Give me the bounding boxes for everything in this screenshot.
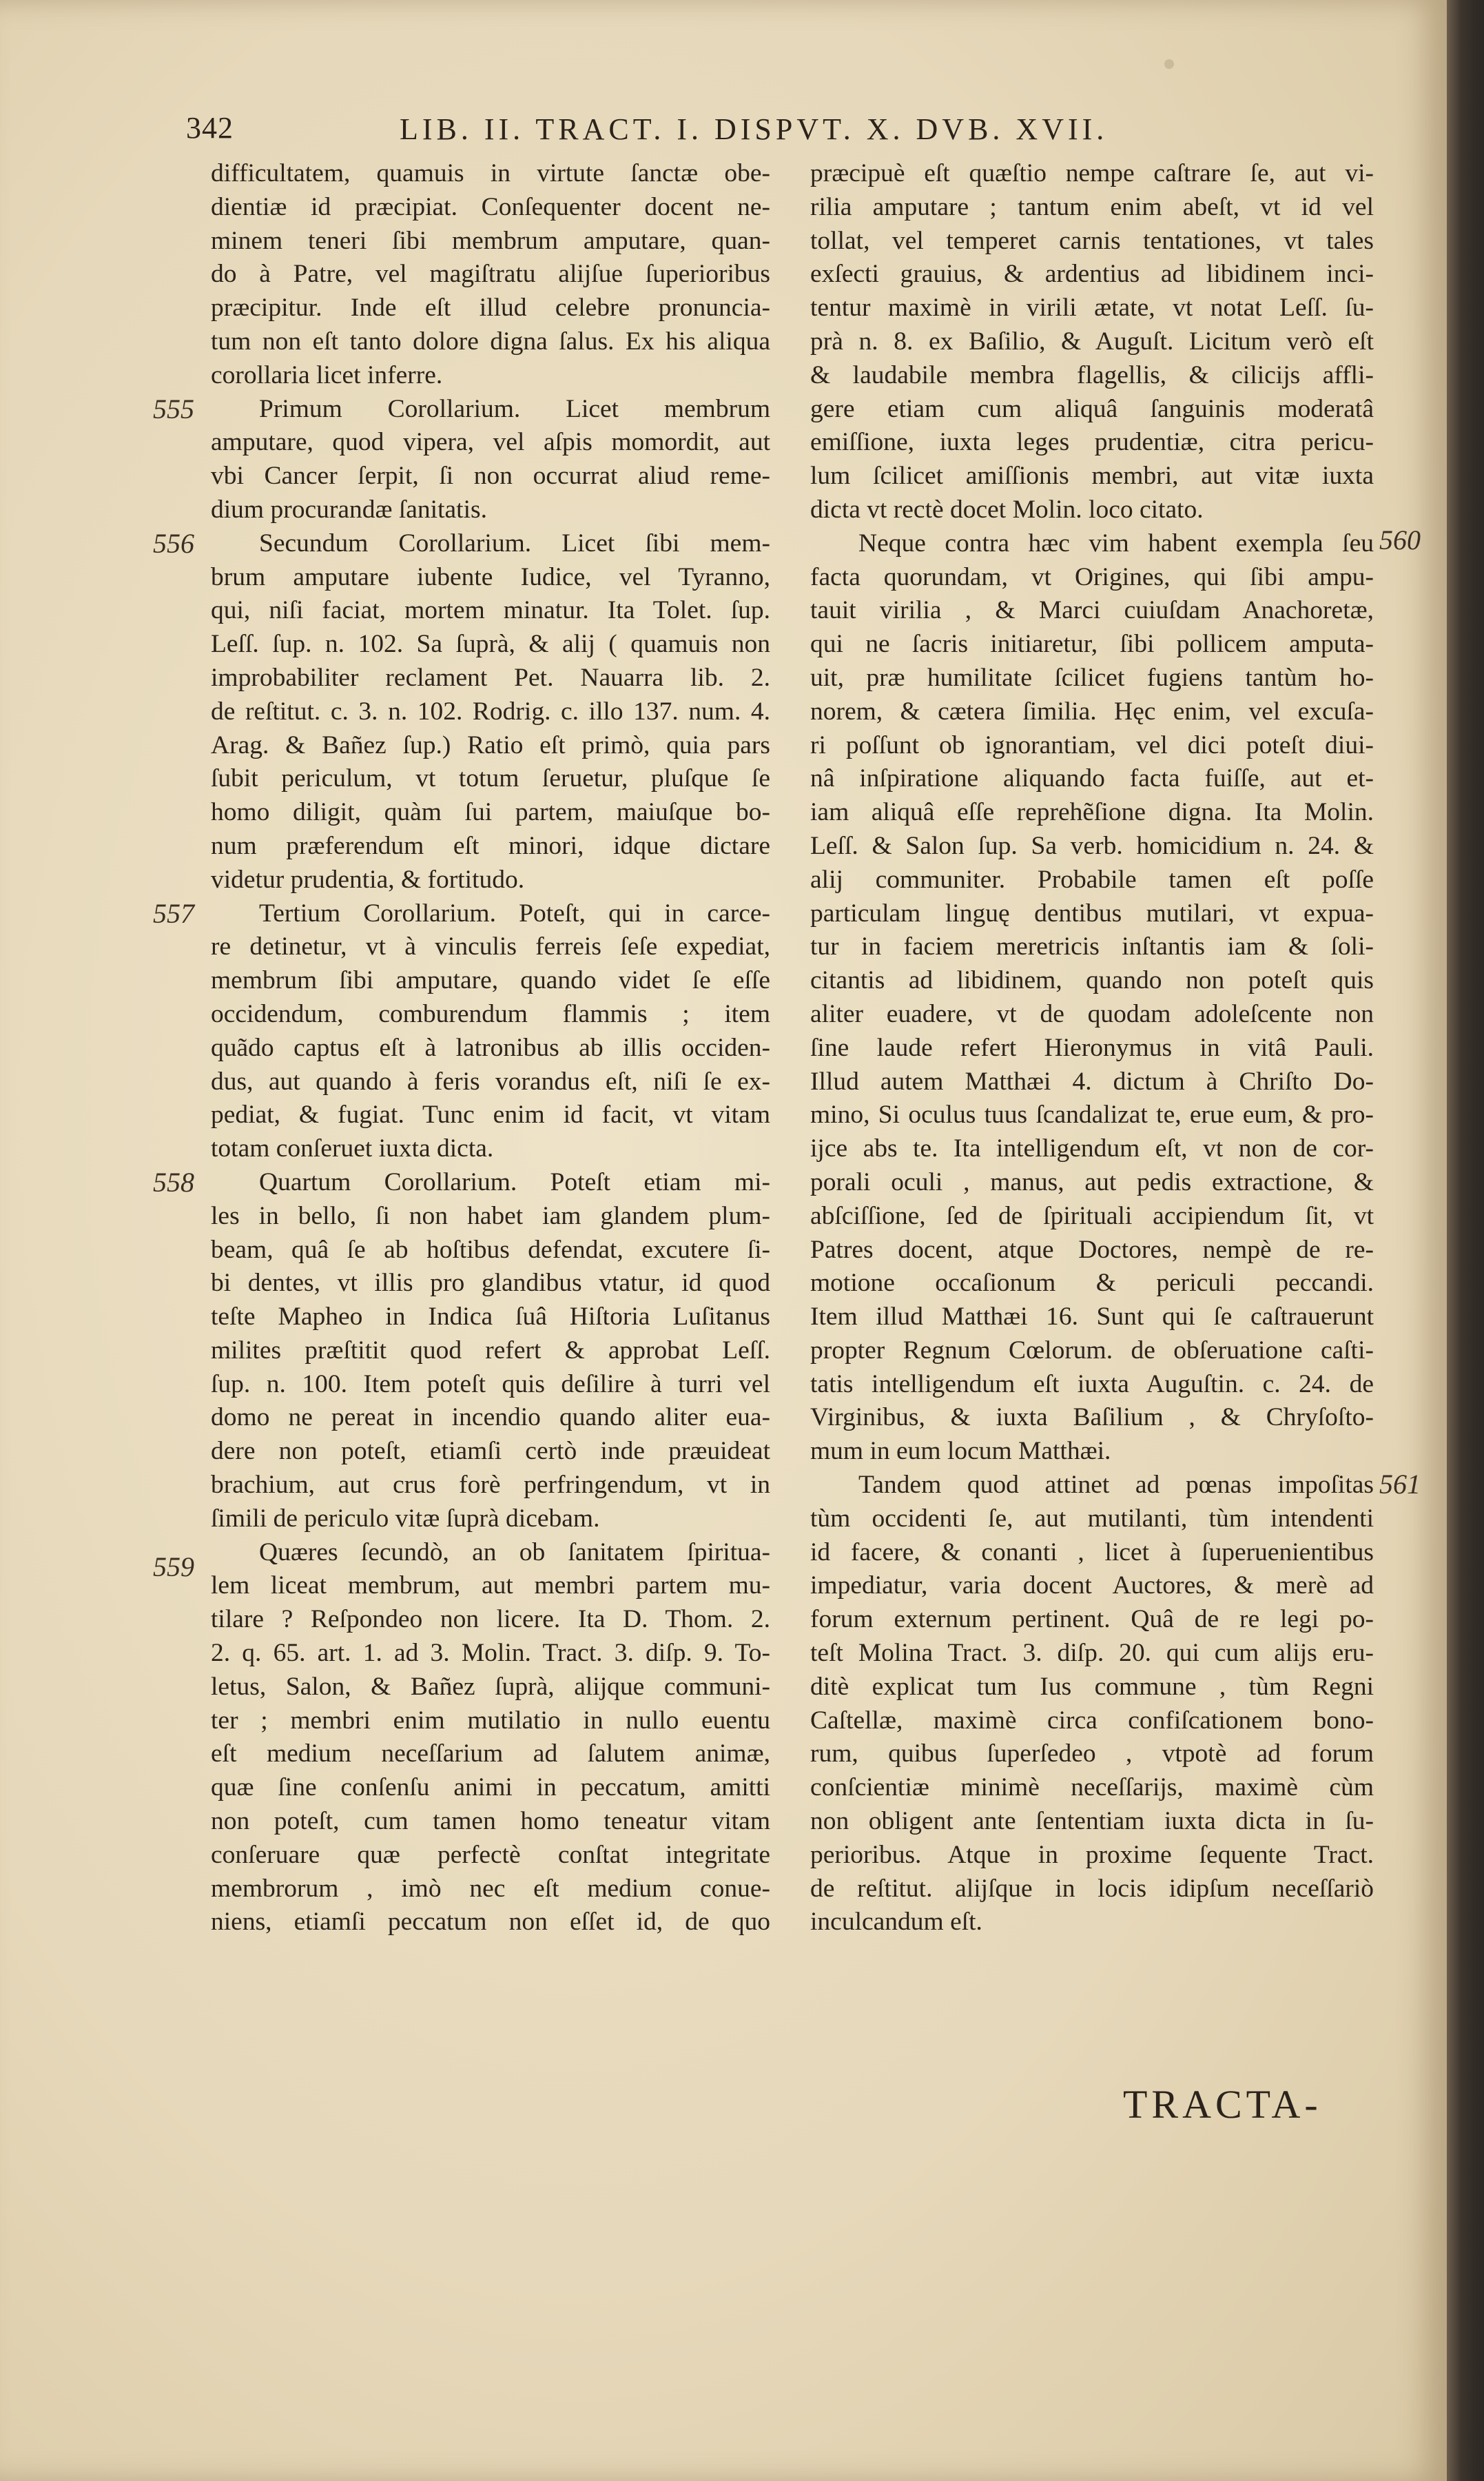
text-line: conſeruare quæ perfectè conſtat integritate: [211, 1840, 770, 1869]
text-line: tatis intelligendum eſt iuxta Auguſtin. c. 24. de: [810, 1369, 1374, 1398]
text-line: ſup. n. 100. Item poteſt quis deſilire à turri vel: [211, 1369, 770, 1398]
text-line: particulam linguę dentibus mutilari, vt expua-: [810, 899, 1374, 928]
text-line: minem teneri ſibi membrum amputare, quan-: [211, 226, 770, 255]
text-line: bi dentes, vt illis pro glandibus vtatur, id quod: [211, 1269, 770, 1298]
text-line: ri poſſunt ob ignorantiam, vel dici poteſt diui-: [810, 731, 1374, 759]
text-line: norem, & cætera ſimilia. Hęc enim, vel excuſa-: [810, 697, 1374, 726]
text-line: Item illud Matthæi 16. Sunt qui ſe caſtrauerunt: [810, 1303, 1374, 1331]
text-line: alij communiter. Probabile tamen eſt poſſe: [810, 865, 1374, 894]
text-line: tur in faciem meretricis inſtantis iam & ſoli-: [810, 932, 1374, 961]
text-line: dus, aut quando à feris vorandus eſt, niſi ſe ex-: [211, 1067, 770, 1096]
text-line: improbabiliter reclament Pet. Nauarra lib. 2.: [211, 663, 770, 692]
text-line: teſt Molina Tract. 3. diſp. 20. qui cum alijs eru-: [810, 1639, 1374, 1668]
text-line: mino, Si oculus tuus ſcandalizat te, erue eum, & pro-: [810, 1101, 1374, 1130]
text-line: tauit virilia , & Marci cuiuſdam Anachoretæ,: [810, 596, 1374, 625]
text-line: & laudabile membra flagellis, & cilicijs affli-: [810, 360, 1374, 389]
text-line: aliter euadere, vt de quodam adoleſcente non: [810, 999, 1374, 1028]
margin-number: 560: [1379, 524, 1421, 555]
text-line: perioribus. Atque in proxime ſequente Tract.: [810, 1840, 1374, 1869]
text-line: letus, Salon, & Bañez ſuprà, alijque communi-: [211, 1672, 770, 1701]
text-line: uit, præ humilitate ſcilicet fugiens tantùm ho-: [810, 663, 1374, 692]
text-line: beam, quâ ſe ab hoſtibus defendat, excutere ſi-: [211, 1235, 770, 1264]
text-line: eſt medium neceſſarium ad ſalutem animæ,: [211, 1739, 770, 1768]
text-line: videtur prudentia, & fortitudo.: [211, 865, 525, 894]
text-line: dium procurandæ ſanitatis.: [211, 495, 487, 524]
text-line: exſecti grauius, & ardentius ad libidinem inci-: [810, 260, 1374, 289]
text-line: dientiæ id præcipiat. Conſequenter docent ne-: [211, 192, 770, 221]
text-line: qui ne ſacris initiaretur, ſibi pollicem amputa-: [810, 630, 1374, 659]
text-line: emiſſione, iuxta leges prudentiæ, citra pericu-: [810, 428, 1374, 457]
text-line: porali oculi , manus, aut pedis extractione, &: [810, 1167, 1374, 1196]
text-line: ſine laude refert Hieronymus in vitâ Pauli.: [810, 1033, 1374, 1062]
text-line: Neque contra hæc vim habent exempla ſeu: [858, 529, 1374, 558]
text-line: membrorum , imò nec eſt medium conue-: [211, 1874, 770, 1903]
text-line: Tertium Corollarium. Poteſt, qui in carce-: [259, 899, 770, 928]
margin-number: 559: [153, 1551, 194, 1582]
text-line: forum externum pertinent. Quâ de re legi po-: [810, 1605, 1374, 1634]
text-line: impediatur, varia docent Auctores, & merè ad: [810, 1571, 1374, 1600]
text-line: qui, niſi faciat, mortem minatur. Ita Tolet. ſup.: [211, 596, 770, 625]
text-line: difficultatem, quamuis in virtute ſanctæ obe-: [211, 159, 770, 187]
text-line: rilia amputare ; tantum enim abeſt, vt id vel: [810, 192, 1374, 221]
text-line: quãdo captus eſt à latronibus ab illis occiden-: [211, 1033, 770, 1062]
text-line: Leſſ. & Salon ſup. Sa verb. homicidium n. 24. &: [810, 831, 1374, 860]
text-line: Primum Corollarium. Licet membrum: [259, 394, 770, 423]
text-line: abſciſſione, ſed de ſpirituali accipiendum ſit, vt: [810, 1201, 1374, 1230]
text-line: brum amputare iubente Iudice, vel Tyranno,: [211, 562, 770, 591]
text-line: ditè explicat tum Ius commune , tùm Regni: [810, 1672, 1374, 1701]
text-line: propter Regnum Cœlorum. de obſeruatione caſti-: [810, 1336, 1374, 1365]
text-line: tùm occidenti ſe, aut mutilanti, tùm intendenti: [810, 1504, 1374, 1533]
text-line: Tandem quod attinet ad pœnas impoſitas: [858, 1471, 1374, 1500]
text-line: gere etiam cum aliquâ ſanguinis moderatâ: [810, 394, 1374, 423]
text-line: dere non poteſt, etiamſi certò inde præuideat: [211, 1437, 770, 1466]
text-line: præcipitur. Inde eſt illud celebre pronuncia-: [211, 294, 770, 323]
text-line: corollaria licet inferre.: [211, 360, 443, 389]
text-line: de reſtitut. c. 3. n. 102. Rodrig. c. illo 137. num. 4.: [211, 697, 770, 726]
text-line: ſimili de periculo vitæ ſuprà dicebam.: [211, 1504, 600, 1533]
text-line: facta quorundam, vt Origines, qui ſibi ampu-: [810, 562, 1374, 591]
text-line: membrum ſibi amputare, quando videt ſe eſſe: [211, 966, 770, 995]
text-line: ijce abs te. Ita intelligendum eſt, vt non de cor-: [810, 1134, 1374, 1163]
text-line: amputare, quod vipera, vel aſpis momordit, aut: [211, 428, 770, 457]
text-line: tum non eſt tanto dolore digna ſalus. Ex his aliqua: [211, 327, 770, 356]
text-line: Virginibus, & iuxta Baſilium , & Chryſoſto-: [810, 1403, 1374, 1432]
text-line: prà n. 8. ex Baſilio, & Auguſt. Licitum verò eſt: [810, 327, 1374, 356]
text-line: citantis ad libidinem, quando non poteſt quis: [810, 966, 1374, 995]
text-line: non poteſt, cum tamen homo teneatur vitam: [211, 1807, 770, 1836]
text-line: non obligent ante ſententiam iuxta dicta in ſu-: [810, 1807, 1374, 1836]
text-line: dicta vt rectè docet Molin. loco citato.: [810, 495, 1204, 524]
text-line: num præferendum eſt minori, idque dictare: [211, 831, 770, 860]
text-line: lem liceat membrum, aut membri partem mu-: [211, 1571, 770, 1600]
margin-number: 557: [153, 898, 194, 929]
margin-number: 558: [153, 1167, 194, 1198]
text-line: tentur maximè in virili ætate, vt notat Leſſ. ſu-: [810, 294, 1374, 323]
running-title: LIB. II. TRACT. I. DISPVT. X. DVB. XVII.: [400, 112, 1109, 146]
text-line: brachium, aut crus forè perfringendum, vt in: [211, 1471, 770, 1500]
text-line: teſte Mapheo in Indica ſuâ Hiſtoria Luſitanus: [211, 1303, 770, 1331]
page-number: 342: [186, 111, 234, 145]
text-line: milites præſtitit quod refert & approbat Leſſ.: [211, 1336, 770, 1365]
margin-number: 556: [153, 528, 194, 559]
text-line: Patres docent, atque Doctores, nempè de re-: [810, 1235, 1374, 1264]
text-line: 2. q. 65. art. 1. ad 3. Molin. Tract. 3. diſp. 9. To-: [211, 1639, 770, 1668]
text-line: Leſſ. ſup. n. 102. Sa ſuprà, & alij ( quamuis non: [211, 630, 770, 659]
text-line: Caſtellæ, maximè circa confiſcationem bono-: [810, 1706, 1374, 1735]
text-line: tollat, vel temperet carnis tentationes, vt tales: [810, 226, 1374, 255]
text-line: iam aliquâ eſſe reprehẽſione digna. Ita Molin.: [810, 798, 1374, 827]
text-line: ter ; membri enim mutilatio in nullo euentu: [211, 1706, 770, 1735]
text-line: Secundum Corollarium. Licet ſibi mem-: [259, 529, 770, 558]
catchword: TRACTA-: [1123, 2082, 1322, 2127]
text-line: occidendum, comburendum flammis ; item: [211, 999, 770, 1028]
text-line: motione occaſionum & periculi peccandi.: [810, 1269, 1374, 1298]
text-line: tilare ? Reſpondeo non licere. Ita D. Thom. 2.: [211, 1605, 770, 1634]
text-line: præcipuè eſt quæſtio nempe caſtrare ſe, aut vi-: [810, 159, 1374, 187]
ink-spot: [1164, 59, 1174, 69]
text-line: les in bello, ſi non habet iam glandem plum-: [211, 1201, 770, 1230]
page-header: [186, 110, 1371, 152]
left-column: [211, 157, 770, 1939]
text-line: niens, etiamſi peccatum non eſſet id, de quo: [211, 1908, 770, 1937]
text-line: ſubit periculum, vt totum ſeruetur, pluſque ſe: [211, 764, 770, 793]
text-line: Illud autem Matthæi 4. dictum à Chriſto Do-: [810, 1067, 1374, 1096]
right-column: [810, 157, 1374, 1939]
text-line: Quæres ſecundò, an ob ſanitatem ſpiritua-: [259, 1538, 770, 1566]
text-line: Arag. & Bañez ſup.) Ratio eſt primò, quia pars: [211, 731, 770, 759]
margin-number: 561: [1379, 1469, 1421, 1500]
text-line: rum, quibus ſuperſedeo , vtpotè ad forum: [810, 1739, 1374, 1768]
text-line: Quartum Corollarium. Poteſt etiam mi-: [259, 1167, 770, 1196]
text-line: domo ne pereat in incendio quando aliter eua-: [211, 1403, 770, 1432]
text-line: vbi Cancer ſerpit, ſi non occurrat aliud reme-: [211, 462, 770, 491]
margin-number: 555: [153, 394, 194, 425]
text-line: inculcandum eſt.: [810, 1908, 982, 1937]
text-line: nâ inſpiratione aliquando facta fuiſſe, aut et-: [810, 764, 1374, 793]
text-line: quæ ſine conſenſu animi in peccatum, amitti: [211, 1773, 770, 1802]
text-line: pediat, & fugiat. Tunc enim id facit, vt vitam: [211, 1101, 770, 1130]
text-line: homo diligit, quàm ſui partem, maiuſque bo-: [211, 798, 770, 827]
text-line: id facere, & conanti , licet à ſuperuenientibus: [810, 1538, 1374, 1566]
text-line: de reſtitut. alijſque in locis idipſum neceſſariò: [810, 1874, 1374, 1903]
page-edge: [1447, 0, 1484, 2481]
text-line: lum ſcilicet amiſſionis membri, aut vitæ iuxta: [810, 462, 1374, 491]
text-line: mum in eum locum Matthæi.: [810, 1437, 1111, 1466]
text-line: re detinetur, vt à vinculis ferreis ſeſe expediat,: [211, 932, 770, 961]
text-line: do à Patre, vel magiſtratu alijſue ſuperioribus: [211, 260, 770, 289]
text-line: totam conſeruet iuxta dicta.: [211, 1134, 494, 1163]
text-line: conſcientiæ minimè neceſſarijs, maximè cùm: [810, 1773, 1374, 1802]
